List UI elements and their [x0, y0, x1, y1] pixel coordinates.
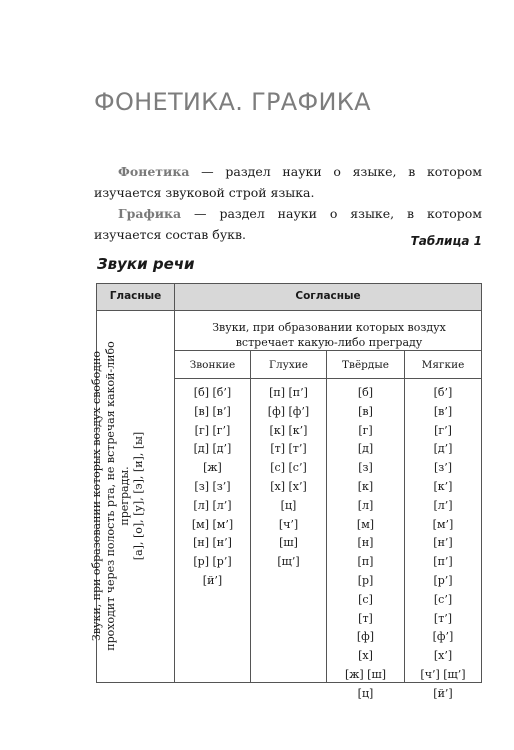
sound-item: [ч’] — [278, 517, 299, 531]
sound-item: [ж] [ш] — [344, 667, 386, 681]
sound-item: [з] — [358, 461, 373, 475]
sound-item: [к] — [357, 479, 374, 493]
sound-item: [х’] — [433, 649, 453, 663]
sound-item: [х] [х’] — [270, 479, 307, 493]
sound-item: [й’] — [202, 573, 223, 587]
sound-item: [т] — [358, 611, 373, 625]
hard-list — [326, 384, 405, 704]
sound-item: [ф] [ф’] — [267, 404, 310, 418]
sound-item: [р’] — [433, 573, 453, 587]
sound-item: [л’] — [433, 498, 453, 512]
sound-item: [д] [д’] — [193, 442, 232, 456]
sound-item: [в] — [358, 404, 373, 418]
sound-item: [м] — [356, 517, 375, 531]
sound-item: [л] — [357, 498, 374, 512]
sound-item: [й’] — [433, 686, 453, 700]
table-heading: Звуки речи — [97, 255, 195, 273]
sound-item: [б] [б’] — [193, 386, 232, 399]
voiceless-list — [250, 384, 327, 572]
sound-item: [в] [в’] — [194, 404, 231, 418]
definition-phonetics — [94, 161, 482, 203]
sound-item: [х] — [358, 649, 373, 663]
sound-item: [т’] — [433, 611, 453, 625]
term-phonetics: Фонетика — [118, 164, 190, 179]
vowels-list: [а], [о], [у], [э], [и], [ы] — [132, 431, 145, 561]
sound-item: [м] [м’] — [191, 517, 234, 531]
col-soft-label: Мягкие — [421, 359, 465, 371]
header-consonants: Согласные — [295, 290, 361, 302]
term-graphics: Графика — [118, 206, 182, 221]
sound-item: [ц] — [357, 686, 374, 700]
sound-item: [н’] — [433, 536, 453, 550]
definition-phonetics-text: — раздел науки о языке, в котором изучается звуковой строй языка. — [94, 164, 482, 200]
header-vowels: Гласные — [109, 290, 162, 302]
sound-item: [р] [р’] — [193, 555, 232, 569]
sound-item: [в’] — [433, 404, 453, 418]
sound-item: [с’] — [433, 592, 453, 606]
sound-item: [н] [н’] — [193, 536, 232, 550]
voiced-list — [174, 384, 251, 591]
sound-item: [ф] — [356, 630, 375, 644]
vowels-description: Звуки, при образовании которых воздух свободно проходит через полость рта, не встречая какой-либо преграды. — [90, 341, 131, 651]
definition-graphics-text: — раздел науки о языке, в котором изучается состав букв. — [94, 206, 482, 242]
sound-item: [б’] — [433, 386, 453, 399]
sound-item: [б] — [357, 386, 374, 399]
col-hard-label: Твёрдые — [342, 359, 389, 371]
sound-item: [г’] — [434, 423, 452, 437]
sound-item: [з] [з’] — [194, 479, 231, 493]
sound-item: [м’] — [432, 517, 454, 531]
sound-item: [г] [г’] — [194, 423, 231, 437]
sound-item: [р] — [357, 573, 374, 587]
sound-item: [з’] — [433, 461, 453, 475]
sound-item: [к] [к’] — [269, 423, 308, 437]
sound-item: [п] — [357, 555, 374, 569]
sound-item: [щ’] — [277, 555, 300, 569]
sound-item: [к’] — [433, 479, 453, 493]
sound-item: [ш] — [279, 536, 298, 550]
soft-list — [404, 384, 482, 704]
sound-item: [д’] — [433, 442, 453, 456]
vowels-vertical-text — [90, 326, 150, 666]
sound-item: [т] [т’] — [270, 442, 307, 456]
sound-item: [ч’] [щ’] — [420, 667, 466, 681]
sound-item: [с] [с’] — [270, 461, 307, 475]
sound-item: [д] — [357, 442, 374, 456]
sound-item: [л] [л’] — [193, 498, 232, 512]
table-caption: Таблица 1 — [410, 234, 482, 248]
col-voiced-label: Звонкие — [189, 359, 236, 371]
sound-item: [г] — [358, 423, 373, 437]
sound-item: [п’] — [433, 555, 453, 569]
sound-item: [н] — [357, 536, 374, 550]
sound-item: [с] — [358, 592, 373, 606]
col-voiceless-label: Глухие — [269, 359, 308, 371]
consonants-description: Звуки, при образовании которых воздух встречает какую-либо преграду — [212, 321, 446, 349]
sound-item: [ц] — [280, 498, 297, 512]
page-title: ФОНЕТИКА. ГРАФИКА — [94, 88, 371, 116]
sound-item: [ф’] — [432, 630, 454, 644]
sound-item: [п] [п’] — [269, 386, 308, 399]
sound-item: [ж] — [203, 461, 222, 475]
